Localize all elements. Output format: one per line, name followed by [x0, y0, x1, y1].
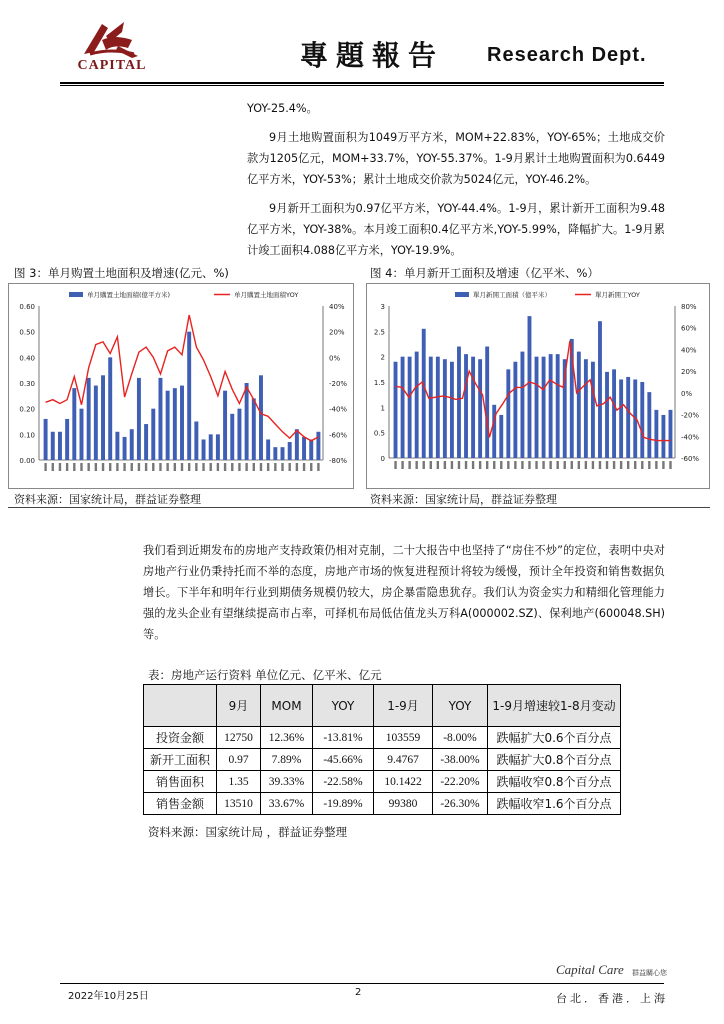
fig3-bar [230, 414, 234, 460]
fig4-x-tick-label [620, 461, 622, 469]
fig4-left-tick-label: 1.5 [373, 379, 385, 387]
fig4-bar [549, 354, 553, 458]
real-estate-table [143, 684, 621, 815]
table-row [144, 727, 621, 749]
fig4-bar [415, 352, 419, 458]
fig3-x-tick-label [231, 463, 233, 471]
fig4-bar [584, 359, 588, 458]
fig3-bar [80, 409, 84, 460]
table-source: 资料来源：国家统计局 ，群益证券整理 [148, 825, 348, 839]
fig3-bar [87, 378, 91, 460]
fig4-x-tick-label [415, 461, 417, 469]
table-cell: -26.30% [433, 793, 488, 815]
fig4-left-tick-label: 0 [380, 455, 385, 463]
fig3-chart-frame [8, 283, 354, 489]
fig3-left-tick-label: 0.30 [19, 380, 35, 388]
table-header-cell: 1-9月增速较1-8月变动 [488, 685, 621, 727]
fig4-source: 资料来源：国家统计局，群益证券整理 [370, 493, 557, 506]
fig3-x-tick-label [73, 463, 75, 471]
fig4-bar [429, 357, 433, 458]
fig3-x-tick-label [217, 463, 219, 471]
table-cell: 9.4767 [374, 749, 433, 771]
table-row-label: 销售金额 [144, 793, 217, 815]
fig4-x-tick-label [423, 461, 425, 469]
fig3-x-tick-label [303, 463, 305, 471]
table-cell: 7.89% [261, 749, 313, 771]
footer-date: 2022年10月25日 [68, 991, 149, 1002]
fig3-x-tick-label [138, 463, 140, 471]
fig3-x-tick-label [174, 463, 176, 471]
fig4-right-tick-label: 20% [681, 368, 697, 377]
fig4-bar [528, 316, 532, 458]
fig4-bar [591, 362, 595, 458]
fig4-chart-frame [366, 283, 710, 489]
fig3-x-tick-label [66, 463, 68, 471]
fig3-x-tick-label [202, 463, 204, 471]
footer-brand-cn: 群益關心您 [632, 969, 667, 977]
header-rule [60, 82, 664, 84]
fig3-bar [115, 432, 119, 460]
fig3-bar [266, 439, 270, 460]
fig3-bar [108, 357, 112, 460]
fig3-right-tick-label: -40% [329, 405, 348, 414]
table-cell: 1.35 [217, 771, 261, 793]
fig4-chart [367, 284, 709, 488]
fig3-x-tick-label [310, 463, 312, 471]
fig4-x-tick-label [613, 461, 615, 469]
fig4-left-tick-label: 1 [380, 404, 385, 413]
fig4-x-tick-label [430, 461, 432, 469]
fig4-bar [401, 357, 405, 458]
fig4-bar [506, 369, 510, 458]
policy-paragraph [143, 540, 665, 645]
fig4-x-tick-label [556, 461, 558, 469]
fig3-legend-line-label: 单月購置土地面積YOY [234, 291, 299, 299]
fig4-x-tick-label [514, 461, 516, 469]
fig3-chart [9, 284, 353, 488]
fig3-x-tick-label [116, 463, 118, 471]
fig4-x-tick-label [627, 461, 629, 469]
fig4-bar [492, 405, 496, 458]
fig4-bar [605, 372, 609, 458]
fig3-x-tick-label [245, 463, 247, 471]
fig4-bar [619, 379, 623, 458]
fig4-bar [457, 347, 461, 458]
fig4-right-tick-label: -60% [681, 455, 700, 463]
fig4-x-tick-label [549, 461, 551, 469]
fig3-left-tick-label: 0.50 [19, 328, 35, 337]
table-cell: -38.00% [433, 749, 488, 771]
fig3-x-tick-label [145, 463, 147, 471]
fig4-left-tick-label: 0.5 [373, 429, 385, 438]
figure-rule [8, 507, 710, 508]
fig4-legend-bar-swatch [455, 292, 469, 297]
fig4-x-tick-label [634, 461, 636, 469]
fig4-bar [520, 352, 524, 458]
fig4-right-tick-label: 80% [681, 303, 697, 311]
fig3-bar [273, 447, 277, 460]
footer-locations: 台北．香港．上海 [556, 992, 668, 1005]
table-cell: 10.1422 [374, 771, 433, 793]
fig4-x-tick-label [599, 461, 601, 469]
fig3-bar [245, 383, 249, 460]
fig4-legend-line-label: 單月新開工YOY [595, 291, 640, 299]
fig4-x-tick-label [662, 461, 664, 469]
fig3-x-tick-label [274, 463, 276, 471]
table-cell: 跌幅扩大0.6个百分点 [488, 727, 621, 749]
fig3-bar [130, 429, 134, 460]
fig3-left-tick-label: 0.40 [19, 354, 35, 363]
fig4-x-tick-label [535, 461, 537, 469]
table-row-label: 新开工面积 [144, 749, 217, 771]
fig4-x-tick-label [465, 461, 467, 469]
table-header-cell: YOY [433, 685, 488, 727]
fig3-x-tick-label [238, 463, 240, 471]
fig4-x-tick-label [528, 461, 530, 469]
footer-rule [60, 983, 664, 984]
fig4-bar [535, 357, 539, 458]
fig4-bar [612, 369, 616, 458]
fig3-bar [123, 437, 127, 460]
fig4-x-tick-label [606, 461, 608, 469]
table-cell: 12.36% [261, 727, 313, 749]
table-cell: 99380 [374, 793, 433, 815]
fig3-x-tick-label [80, 463, 82, 471]
intro-line: YOY-25.4%。 [247, 102, 318, 115]
fig3-x-tick-label [296, 463, 298, 471]
fig3-right-tick-label: 20% [329, 328, 345, 337]
fig4-x-tick-label [401, 461, 403, 469]
fig4-x-tick-label [521, 461, 523, 469]
footer-brand: Capital Care [556, 962, 624, 977]
table-cell: 39.33% [261, 771, 313, 793]
policy-paragraph-text: 我们看到近期发布的房地产支持政策仍相对克制，二十大报告中也坚持了“房住不炒”的定位，表明中央对房地产行业仍秉持托而不举的态度，房地产市场的恢复进程预计将较为缓慢，预计全年投资和销售数据负增长。下半年和明年行业到期债务规模仍较大，房企暴雷隐患犹存。我们认为资金实力和精细化管理能力强的龙头企业有望继续提高市占率，可择机布局低估值龙头万科A(000002.SZ)、保利地产(600048.SH)等。 [143, 544, 665, 641]
fig3-bar [194, 422, 198, 461]
fig3-x-tick-label [224, 463, 226, 471]
fig4-x-tick-label [507, 461, 509, 469]
table-cell: 103559 [374, 727, 433, 749]
fig3-x-tick-label [166, 463, 168, 471]
fig4-bar [436, 357, 440, 458]
fig4-x-tick-label [493, 461, 495, 469]
fig3-x-tick-label [181, 463, 183, 471]
fig4-bar [598, 321, 602, 458]
table-cell: -22.20% [433, 771, 488, 793]
fig4-bar [443, 359, 447, 458]
table-cell: 跌幅扩大0.8个百分点 [488, 749, 621, 771]
logo-text: CAPITAL [77, 58, 147, 73]
fig3-bar [309, 439, 313, 460]
fig3-x-tick-label [123, 463, 125, 471]
fig4-x-tick-label [655, 461, 657, 469]
fig3-x-tick-label [95, 463, 97, 471]
fig4-x-tick-label [592, 461, 594, 469]
fig4-x-tick-label [472, 461, 474, 469]
fig4-bar [513, 362, 517, 458]
fig3-right-tick-label: 40% [329, 303, 345, 311]
fig4-right-tick-label: 60% [681, 324, 697, 333]
fig3-left-tick-label: 0.60 [19, 303, 35, 311]
fig3-bar [316, 432, 320, 460]
land-paragraph-text: 9月土地购置面积为1049万平方米，MOM+22.83%，YOY-65%；土地成交价款为1205亿元，MOM+33.7%，YOY-55.37%。1-9月累计土地购置面积为0.6449亿平方米，YOY-53%；累计土地成交价款为5024亿元，YOY-46.2%。 [247, 131, 665, 186]
fig4-left-tick-label: 3 [380, 303, 385, 311]
table-cell: -13.81% [313, 727, 374, 749]
fig4-bar [422, 329, 426, 458]
fig3-right-tick-label: -60% [329, 431, 348, 440]
fig4-x-tick-label [500, 461, 502, 469]
fig4-x-tick-label [669, 461, 671, 469]
fig3-legend-bar-label: 单月購置土地面積(億平方米) [87, 291, 171, 299]
fig4-bar [394, 362, 398, 458]
table-cell: -8.00% [433, 727, 488, 749]
fig3-bar [58, 432, 62, 460]
fig4-x-tick-label [571, 461, 573, 469]
fig4-x-tick-label [458, 461, 460, 469]
fig3-bar [94, 386, 98, 460]
fig3-bar [209, 434, 213, 460]
fig3-x-tick-label [102, 463, 104, 471]
fig4-caption: 图 4：单月新开工面积及增速（亿平米、%） [370, 266, 599, 280]
fig3-x-tick-label [152, 463, 154, 471]
fig3-x-tick-label [109, 463, 111, 471]
fig3-x-tick-label [44, 463, 46, 471]
fig3-source: 资料来源：国家统计局，群益证券整理 [14, 493, 201, 506]
fig4-bar [669, 410, 673, 458]
report-title: 專題報告 [300, 39, 445, 72]
header-rule-thin [60, 85, 664, 86]
table-row [144, 749, 621, 771]
fig4-bar [654, 410, 658, 458]
fig3-x-tick-label [87, 463, 89, 471]
fig3-caption: 图 3：单月购置土地面积及增速(亿元、%) [14, 266, 229, 280]
fig3-bar [295, 429, 299, 460]
fig4-bar [450, 362, 454, 458]
fig3-bar [72, 388, 76, 460]
fig3-bar [288, 442, 292, 460]
fig4-x-tick-label [542, 461, 544, 469]
table-cell: -45.66% [313, 749, 374, 771]
fig3-bar [101, 375, 105, 460]
fig4-bar [647, 392, 651, 458]
fig3-bar [187, 332, 191, 460]
newstart-paragraph [247, 198, 665, 261]
fig3-left-tick-label: 0.20 [19, 405, 35, 414]
fig3-x-tick-label [159, 463, 161, 471]
fig3-x-tick-label [131, 463, 133, 471]
fig3-bar [158, 378, 162, 460]
fig3-x-tick-label [281, 463, 283, 471]
fig4-x-tick-label [437, 461, 439, 469]
table-header-cell: MOM [261, 685, 313, 727]
fig3-bar [137, 378, 141, 460]
table-cell: 0.97 [217, 749, 261, 771]
table-row-label: 投资金额 [144, 727, 217, 749]
fig4-x-tick-label [585, 461, 587, 469]
fig4-bar [556, 354, 560, 458]
fig3-bar [259, 375, 263, 460]
fig3-left-tick-label: 0.10 [19, 431, 35, 440]
fig3-x-tick-label [59, 463, 61, 471]
fig3-bar [237, 409, 241, 460]
fig3-right-tick-label: 0% [329, 354, 341, 363]
table-cell: 13510 [217, 793, 261, 815]
table-header-cell: 9月 [217, 685, 261, 727]
fig3-bar [151, 409, 155, 460]
fig4-x-tick-label [394, 461, 396, 469]
fig4-x-tick-label [451, 461, 453, 469]
table-cell: -19.89% [313, 793, 374, 815]
fig3-legend-bar-swatch [69, 292, 83, 297]
fig3-bar [51, 432, 55, 460]
fig3-bar [216, 434, 220, 460]
fig4-bar [640, 382, 644, 458]
fig3-x-tick-label [210, 463, 212, 471]
table-cell: -22.58% [313, 771, 374, 793]
table-header-cell: 1-9月 [374, 685, 433, 727]
table-row-label: 销售面积 [144, 771, 217, 793]
fig3-x-tick-label [195, 463, 197, 471]
fig4-bar [485, 347, 489, 458]
table-header-row [144, 685, 621, 727]
fig3-bar [281, 447, 285, 460]
fig4-right-tick-label: 0% [681, 389, 693, 398]
land-paragraph [247, 127, 665, 190]
fig4-x-tick-label [648, 461, 650, 469]
fig4-bar [499, 415, 503, 458]
fig4-bar [577, 352, 581, 458]
fig3-x-tick-label [267, 463, 269, 471]
fig3-bar [44, 419, 48, 460]
fig4-bar [661, 415, 665, 458]
fig4-x-tick-label [408, 461, 410, 469]
table-header-cell: YOY [313, 685, 374, 727]
table-cell: 12750 [217, 727, 261, 749]
table-cell: 跌幅收窄0.8个百分点 [488, 771, 621, 793]
fig4-legend-bar-label: 單月新開工面積（億平米） [473, 291, 551, 299]
page-number: 2 [355, 987, 362, 998]
fig3-bar [252, 398, 256, 460]
fig3-bar [202, 439, 206, 460]
fig3-x-tick-label [253, 463, 255, 471]
fig3-bar [173, 388, 177, 460]
fig3-bar [302, 437, 306, 460]
table-cell: 跌幅收窄1.6个百分点 [488, 793, 621, 815]
fig3-bar [65, 419, 69, 460]
table-header-cell [144, 685, 217, 727]
fig3-right-tick-label: -20% [329, 380, 348, 388]
fig4-bar [464, 354, 468, 458]
fig4-right-tick-label: -40% [681, 433, 700, 442]
fig3-x-tick-label [288, 463, 290, 471]
fig3-x-tick-label [317, 463, 319, 471]
fig4-bar [408, 357, 412, 458]
fig3-x-tick-label [260, 463, 262, 471]
fig4-bar [478, 359, 482, 458]
fig3-bar [223, 391, 227, 460]
fig4-x-tick-label [444, 461, 446, 469]
fig4-x-tick-label [641, 461, 643, 469]
table-row [144, 793, 621, 815]
table-row [144, 771, 621, 793]
table-cell: 33.67% [261, 793, 313, 815]
fig4-x-tick-label [578, 461, 580, 469]
fig3-left-tick-label: 0.00 [19, 457, 35, 465]
fig3-bar [166, 391, 170, 460]
department-label: Research Dept. [487, 44, 647, 66]
fig3-x-tick-label [188, 463, 190, 471]
fig4-left-tick-label: 2 [380, 353, 385, 362]
fig4-x-tick-label [564, 461, 566, 469]
fig4-left-tick-label: 2.5 [373, 328, 385, 337]
newstart-paragraph-text: 9月新开工面积为0.97亿平方米，YOY-44.4%。1-9月，累计新开工面积为9.48亿平方米，YOY-38%。本月竣工面积0.4亿平方米,YOY-5.99%，降幅扩大。1-9月累计竣工面积4.088亿平方米，YOY-19.9%。 [247, 202, 665, 257]
fig4-right-tick-label: -20% [681, 411, 700, 420]
fig3-bar [144, 424, 148, 460]
fig4-bar [626, 377, 630, 458]
fig4-x-tick-label [479, 461, 481, 469]
fig4-bar [471, 357, 475, 458]
fig3-bar [180, 386, 184, 460]
table-caption: 表：房地产运行资料 单位亿元、亿平米、亿元 [148, 668, 382, 682]
fig4-bar [542, 357, 546, 458]
fig4-x-tick-label [486, 461, 488, 469]
fig4-right-tick-label: 40% [681, 346, 697, 355]
fig3-x-tick-label [52, 463, 54, 471]
fig3-right-tick-label: -80% [329, 457, 348, 465]
